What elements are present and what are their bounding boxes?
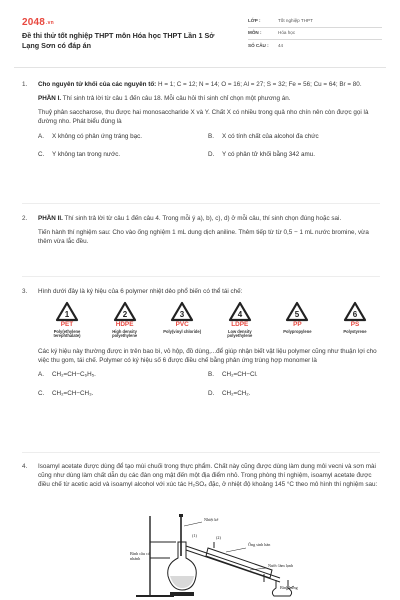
recycle-triangle-icon — [55, 301, 79, 323]
page-header — [22, 14, 382, 60]
recycle-triangle-icon — [228, 301, 252, 323]
option-d[interactable]: D. Y có phân tử khối bằng 342 amu. — [208, 150, 316, 158]
recycle-symbol-pvc: 3 PVC Poly(vinyl chloride) — [159, 301, 205, 339]
question-4 — [22, 462, 380, 494]
flask-label: Bình cầu có nhánh — [130, 551, 151, 561]
question-divider — [22, 203, 380, 204]
answer-options — [38, 132, 380, 159]
question-stem: Hình dưới đây là ký hiệu của 6 polymer nhiệt dẻo phổ biến có thể tái chế: — [38, 288, 243, 295]
option-b[interactable]: B. CH₂=CH−Cl. — [208, 371, 258, 379]
question-stem: Thuỷ phân saccharose, thu được hai monosaccharide X và Y. Chất X có nhiều trong quả nho chín nên còn được gọi là đường nho. Phát biểu đúng là — [38, 109, 369, 126]
question-divider — [22, 276, 380, 277]
svg-text:2: 2 — [122, 310, 127, 320]
option-c[interactable]: C. CH₂=CH−CH₃. — [38, 390, 94, 398]
thermometer-label: Nhiệt kế — [204, 517, 219, 522]
meta-question-count: SỐ CÂU : 44 — [248, 42, 284, 48]
recycle-symbol-pet: 1 PET Poly(ethylene terephthalate) — [44, 301, 90, 339]
recycle-symbol-pp: 5 PP Polypropylene — [274, 301, 320, 339]
question-3 — [22, 287, 380, 398]
cooling-water-label: Nước làm lạnh — [268, 563, 293, 568]
question-stem: Isoamyl acetate được dùng để tạo mùi chuối trong thực phẩm. Chất này cũng được dùng làm dung môi vecni và sơn mài cũng như dùng làm chất dẫn dụ các đàn ong mật đến một địa điểm nhỏ. Trong phòng thí nghiệm, isoamyl acetate được điều chế từ acetic acid và isoamyl alcohol với xúc tác H₂SO₄ đặc, ở nhiệt độ khoảng 145 °C theo mô hình thí nghiệm sau: — [38, 463, 378, 489]
svg-text:1: 1 — [64, 310, 70, 320]
question-2 — [22, 214, 380, 251]
question-divider — [22, 452, 380, 453]
question-1 — [22, 80, 380, 159]
svg-text:5: 5 — [295, 310, 300, 320]
exam-meta — [248, 16, 382, 52]
option-c[interactable]: C. Y không tan trong nước. — [38, 150, 121, 158]
condenser-label: Ống sinh hàn — [248, 542, 271, 547]
mark-1-label: (1) — [192, 533, 197, 538]
question-text: Các ký hiệu này thường được in trên bao bì, vỏ hộp, đồ dùng,...để giúp nhận biết vật liệu polymer cũng như thuận lợi cho việc thu gom, tái chế. Polymer có ký hiệu số 6 được điều chế bằng phản ứng trùng hợp monomer là — [38, 347, 377, 365]
recycle-symbol-ps: 6 PS Polystyrene — [332, 301, 378, 339]
part-instruction: PHẦN I. Thí sinh trả lời từ câu 1 đến câu 18. Mỗi câu hỏi thí sinh chỉ chọn một phương án. — [38, 95, 291, 103]
option-b[interactable]: B. X có tính chất của alcohol đa chức — [208, 132, 319, 140]
part-instruction: PHẦN II. Thí sinh trả lời từ câu 1 đến câu 4. Trong mỗi ý a), b), c), d) ở mỗi câu, thí sinh chọn đúng hoặc sai. — [38, 215, 342, 222]
mark-2-label: (2) — [216, 535, 221, 540]
recycle-triangle-icon — [170, 301, 194, 323]
meta-class: LỚP : Tốt nghiệp THPT — [248, 16, 382, 28]
question-number: 1. — [22, 81, 28, 88]
exam-title: Đề thi thử tốt nghiệp THPT môn Hóa học THPT Lần 1 Sở Lạng Sơn có đáp án — [22, 31, 215, 50]
question-number: 4. — [22, 463, 28, 470]
svg-text:3: 3 — [179, 310, 185, 320]
recycle-triangle-icon — [285, 301, 309, 323]
question-number: 3. — [22, 288, 28, 295]
question-number: 2. — [22, 215, 28, 222]
svg-text:4: 4 — [237, 310, 243, 320]
recycle-symbol-hdpe: 2 HDPE High density polyethylene — [102, 301, 148, 339]
atomic-masses: Cho nguyên tử khối của các nguyên tố: H = 1; C = 12; N = 14; O = 16; Al = 27; S = 32; Fe = 56; Cu = 64; Br = 80. — [38, 81, 362, 88]
meta-subject: MÔN : Hóa học — [248, 28, 382, 40]
svg-text:6: 6 — [352, 310, 358, 320]
site-logo[interactable]: 2048.vn — [22, 17, 54, 28]
answer-options — [38, 370, 380, 398]
receiver-label: Bình hứng — [280, 585, 298, 590]
question-stem: Tiến hành thí nghiệm sau: Cho vào ống nghiệm 1 mL dung dịch aniline. Thêm tiếp từ từ 0,5 − 1 mL nước bromine, vừa thêm vừa lắc đều. — [38, 229, 369, 246]
header-divider — [14, 67, 386, 68]
option-d[interactable]: D. CH₂=CH₂. — [208, 390, 251, 398]
recycling-symbols — [44, 301, 378, 339]
distillation-apparatus-diagram — [130, 512, 310, 598]
option-a[interactable]: A. CH₂=CH−C₆H₅. — [38, 371, 96, 379]
recycle-triangle-icon — [113, 301, 137, 323]
option-a[interactable]: A. X không có phản ứng tráng bạc. — [38, 132, 142, 140]
recycle-symbol-ldpe: 4 LDPE Low density polyethylene — [217, 301, 263, 339]
recycle-triangle-icon — [343, 301, 367, 323]
